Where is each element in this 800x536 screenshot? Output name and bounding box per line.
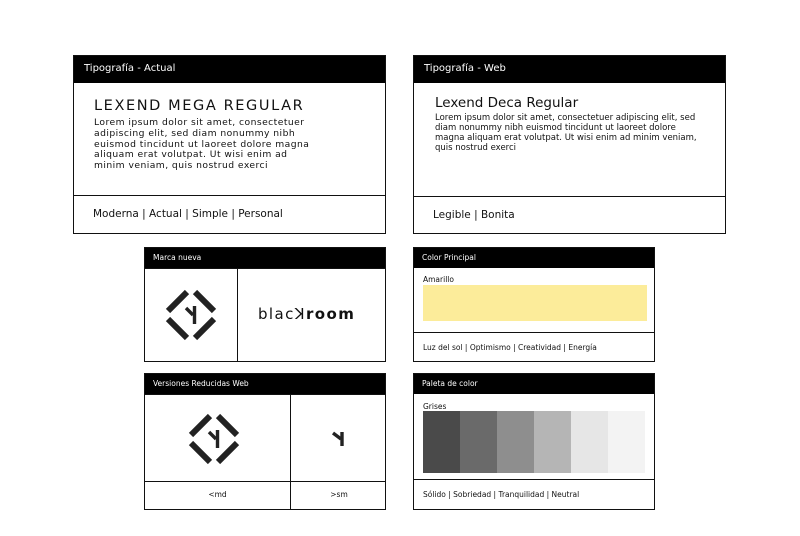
divider [145, 394, 385, 395]
breakpoint-label-sm: >sm [330, 490, 348, 499]
main-color-name: Amarillo [423, 275, 454, 284]
typography-current-sample-text: Lorem ipsum dolor sit amet, consectetuer adipiscing elit, sed diam nonummy nibh euismod tincidunt ut laoreet dolore magna aliquam erat volutpat. Ut wisi enim ad minim veniam, quis nostrud exerci [94, 117, 310, 172]
divider [74, 195, 385, 196]
reduced-versions-card [144, 373, 386, 510]
palette-keywords: Sólido | Sobriedad | Tranquilidad | Neutral [423, 490, 580, 499]
typography-web-keywords: Legible | Bonita [433, 209, 515, 221]
breakpoint-label-md: <md [208, 490, 227, 499]
typography-web-font-name: Lexend Deca Regular [435, 95, 579, 111]
palette-header: Paleta de color [414, 374, 654, 394]
typography-current-card [73, 55, 386, 234]
palette-group-name: Grises [423, 402, 447, 411]
main-color-card [413, 247, 655, 362]
wordmark-part-2: room [305, 305, 356, 323]
gray-swatch [571, 411, 608, 473]
typography-current-header: Tipografía - Actual [74, 56, 385, 83]
blackroom-diamond-k-icon [162, 286, 220, 344]
gray-swatch [460, 411, 497, 473]
gray-swatch [497, 411, 534, 473]
yellow-color-swatch [423, 285, 647, 321]
typography-web-sample-text: Lorem ipsum dolor sit amet, consectetuer adipiscing elit, sed diam nonummy nibh euismod tincidunt ut laoreet dolore magna aliquam erat volutpat. Ut wisi enim ad minim veniam, quis nostrud exerci [435, 113, 697, 153]
gray-swatch [423, 411, 460, 473]
palette-card [413, 373, 655, 510]
reversed-k-icon [329, 430, 347, 448]
new-brand-header: Marca nueva [145, 248, 385, 268]
typography-current-keywords: Moderna | Actual | Simple | Personal [93, 208, 283, 220]
divider [414, 479, 654, 480]
typography-current-font-name: LEXEND MEGA REGULAR [94, 98, 305, 114]
typography-web-header: Tipografía - Web [414, 56, 725, 83]
blackroom-wordmark [258, 305, 355, 323]
wordmark-part-1: blac [258, 305, 295, 323]
reduced-versions-header: Versiones Reducidas Web [145, 374, 385, 394]
gray-swatch [608, 411, 645, 473]
new-brand-card [144, 247, 386, 362]
wordmark-k-glyph: ꓘ [294, 305, 306, 323]
main-color-keywords: Luz del sol | Optimismo | Creatividad | Energía [423, 343, 597, 352]
divider [145, 481, 385, 482]
divider [237, 268, 238, 361]
gray-swatches [423, 411, 645, 473]
divider [414, 196, 725, 197]
main-color-header: Color Principal [414, 248, 654, 268]
typography-web-card [413, 55, 726, 234]
divider [145, 268, 385, 269]
gray-swatch [534, 411, 571, 473]
blackroom-diamond-k-icon [185, 410, 243, 468]
divider [414, 332, 654, 333]
